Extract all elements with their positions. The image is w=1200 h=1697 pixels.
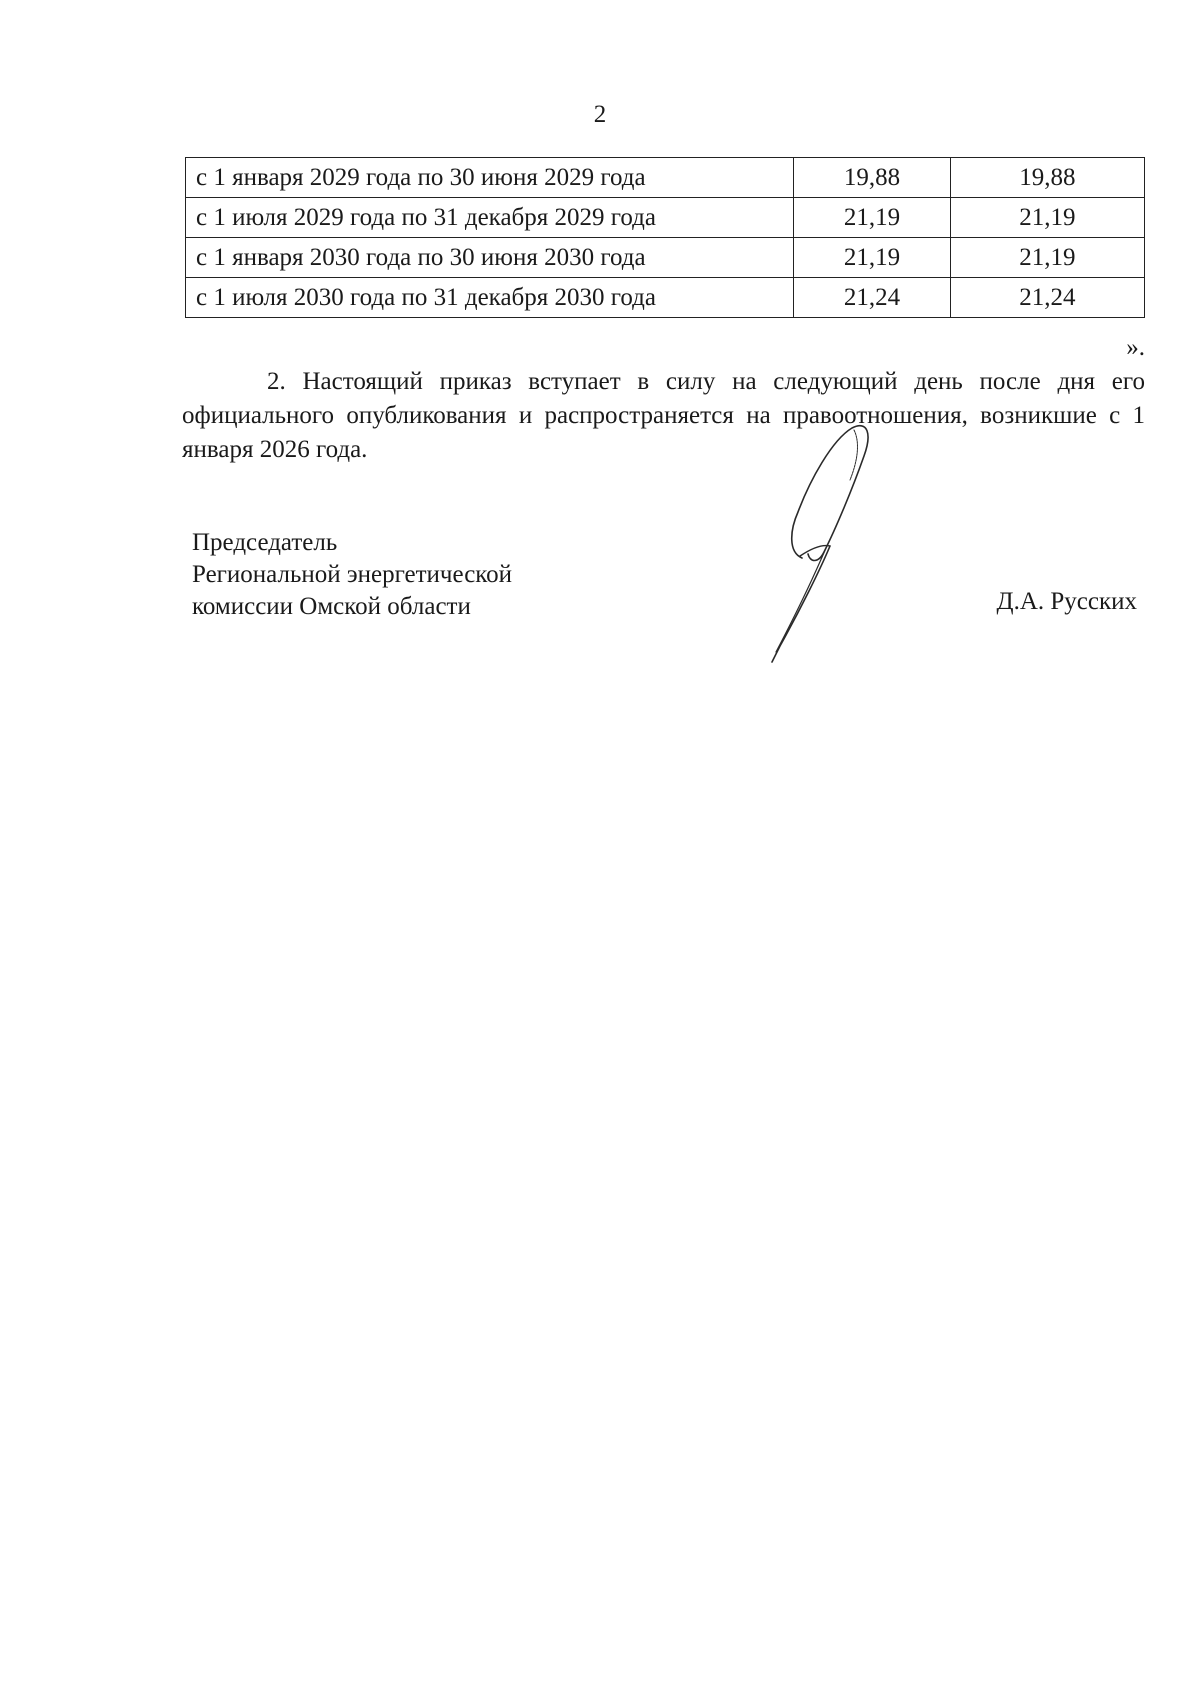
signer-name: Д.А. Русских bbox=[996, 588, 1137, 615]
signer-title-line: Председатель bbox=[192, 529, 338, 556]
value-cell: 21,24 bbox=[950, 278, 1144, 318]
value-cell: 21,19 bbox=[794, 238, 951, 278]
closing-quote: ». bbox=[1126, 334, 1145, 361]
period-cell: с 1 июля 2029 года по 31 декабря 2029 года bbox=[186, 198, 794, 238]
value-cell: 21,19 bbox=[950, 238, 1144, 278]
signer-title-line: комиссии Омской области bbox=[192, 593, 471, 620]
period-cell: с 1 января 2030 года по 30 июня 2030 года bbox=[186, 238, 794, 278]
paragraph-2: 2. Настоящий приказ вступает в силу на следующий день после дня его официального опубликования и распространяется на правоотношения, возникшие с 1 января 2026 года. bbox=[182, 368, 1145, 463]
table-row bbox=[186, 198, 1145, 238]
tariff-table bbox=[185, 157, 1145, 318]
period-cell: с 1 июля 2030 года по 31 декабря 2030 года bbox=[186, 278, 794, 318]
value-cell: 21,24 bbox=[794, 278, 951, 318]
signer-title-line: Региональной энергетической bbox=[192, 561, 513, 588]
table-row bbox=[186, 238, 1145, 278]
value-cell: 21,19 bbox=[794, 198, 951, 238]
signer-title bbox=[192, 527, 692, 623]
period-cell: с 1 января 2029 года по 30 июня 2029 года bbox=[186, 158, 794, 198]
page-number: 2 bbox=[593, 101, 607, 128]
handwritten-signature bbox=[740, 420, 900, 680]
table-row bbox=[186, 158, 1145, 198]
table-row bbox=[186, 278, 1145, 318]
value-cell: 19,88 bbox=[950, 158, 1144, 198]
value-cell: 19,88 bbox=[794, 158, 951, 198]
value-cell: 21,19 bbox=[950, 198, 1144, 238]
